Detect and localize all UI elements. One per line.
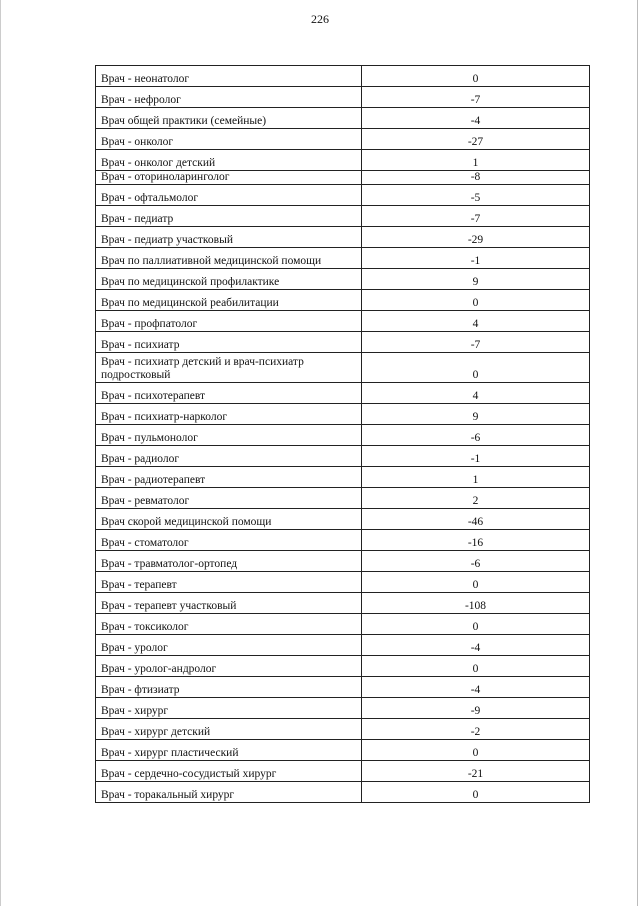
value-cell: -29 <box>362 227 590 248</box>
value-cell: -4 <box>362 635 590 656</box>
table-row <box>96 572 590 593</box>
value-cell: -4 <box>362 108 590 129</box>
specialty-cell: Врач - терапевт <box>96 572 362 593</box>
value-cell: -5 <box>362 185 590 206</box>
value-cell: 0 <box>362 353 590 383</box>
value-cell: -1 <box>362 248 590 269</box>
table-row <box>96 656 590 677</box>
value-cell: 1 <box>362 150 590 171</box>
value-cell: -6 <box>362 551 590 572</box>
specialty-cell: Врач - токсиколог <box>96 614 362 635</box>
specialty-cell: Врач - хирург пластический <box>96 740 362 761</box>
table-row <box>96 425 590 446</box>
specialty-cell: Врач - стоматолог <box>96 530 362 551</box>
table-row <box>96 66 590 87</box>
specialty-cell: Врач - сердечно-сосудистый хирург <box>96 761 362 782</box>
table-row <box>96 332 590 353</box>
value-cell: -108 <box>362 593 590 614</box>
table-row <box>96 150 590 171</box>
value-cell: -7 <box>362 332 590 353</box>
specialty-cell: Врач - нефролог <box>96 87 362 108</box>
scan-left-edge <box>0 0 1 906</box>
value-cell: 0 <box>362 572 590 593</box>
specialty-cell: Врач - педиатр участковый <box>96 227 362 248</box>
table-row <box>96 383 590 404</box>
page-number: 226 <box>311 12 329 26</box>
value-cell: 0 <box>362 614 590 635</box>
value-cell: 9 <box>362 269 590 290</box>
specialty-cell: Врач - фтизиатр <box>96 677 362 698</box>
table-row <box>96 248 590 269</box>
table-row <box>96 740 590 761</box>
specialty-cell: Врач скорой медицинской помощи <box>96 509 362 530</box>
specialty-cell: Врач - неонатолог <box>96 66 362 87</box>
specialty-cell: Врач - онколог <box>96 129 362 150</box>
specialty-cell: Врач - терапевт участковый <box>96 593 362 614</box>
specialty-cell: Врач - онколог детский <box>96 150 362 171</box>
value-cell: -9 <box>362 698 590 719</box>
table-body <box>96 66 590 803</box>
specialty-cell: Врач по медицинской профилактике <box>96 269 362 290</box>
value-cell: 0 <box>362 66 590 87</box>
specialty-cell: Врач - уролог-андролог <box>96 656 362 677</box>
table-row <box>96 185 590 206</box>
table-row <box>96 614 590 635</box>
specialty-table <box>95 65 590 803</box>
scan-right-edge <box>637 0 638 906</box>
value-cell: -27 <box>362 129 590 150</box>
table-row <box>96 635 590 656</box>
value-cell: -1 <box>362 446 590 467</box>
table-row <box>96 593 590 614</box>
specialty-cell: Врач - психиатр детский и врач-психиатр подростковый <box>96 353 362 383</box>
specialty-cell: Врач - травматолог-ортопед <box>96 551 362 572</box>
specialty-cell: Врач - педиатр <box>96 206 362 227</box>
table-row <box>96 227 590 248</box>
table-row <box>96 467 590 488</box>
specialty-cell: Врач - ревматолог <box>96 488 362 509</box>
table-row <box>96 530 590 551</box>
specialty-cell: Врач - психотерапевт <box>96 383 362 404</box>
specialty-cell: Врач - уролог <box>96 635 362 656</box>
specialty-cell: Врач - профпатолог <box>96 311 362 332</box>
specialty-cell: Врач - торакальный хирург <box>96 782 362 803</box>
value-cell: 4 <box>362 383 590 404</box>
value-cell: -7 <box>362 206 590 227</box>
table-row <box>96 719 590 740</box>
table-row <box>96 677 590 698</box>
specialty-cell: Врач - радиотерапевт <box>96 467 362 488</box>
specialty-cell: Врач - пульмонолог <box>96 425 362 446</box>
value-cell: 0 <box>362 290 590 311</box>
value-cell: -8 <box>362 171 590 185</box>
table-row <box>96 353 590 383</box>
value-cell: -46 <box>362 509 590 530</box>
specialty-cell: Врач по паллиативной медицинской помощи <box>96 248 362 269</box>
specialty-cell: Врач - офтальмолог <box>96 185 362 206</box>
value-cell: -16 <box>362 530 590 551</box>
table-row <box>96 446 590 467</box>
specialty-cell: Врач - оториноларинголог <box>96 171 362 185</box>
specialty-cell: Врач по медицинской реабилитации <box>96 290 362 311</box>
table-row <box>96 404 590 425</box>
value-cell: -21 <box>362 761 590 782</box>
specialty-cell: Врач - хирург детский <box>96 719 362 740</box>
table-row <box>96 129 590 150</box>
table-row <box>96 206 590 227</box>
value-cell: -7 <box>362 87 590 108</box>
table-row <box>96 87 590 108</box>
specialty-cell: Врач - психиатр-нарколог <box>96 404 362 425</box>
table-row <box>96 782 590 803</box>
value-cell: -2 <box>362 719 590 740</box>
table-row <box>96 290 590 311</box>
table-row <box>96 509 590 530</box>
value-cell: -6 <box>362 425 590 446</box>
table-row <box>96 551 590 572</box>
value-cell: 1 <box>362 467 590 488</box>
value-cell: -4 <box>362 677 590 698</box>
value-cell: 0 <box>362 656 590 677</box>
table-row <box>96 108 590 129</box>
table-row <box>96 761 590 782</box>
specialty-cell: Врач - хирург <box>96 698 362 719</box>
value-cell: 0 <box>362 740 590 761</box>
table-row <box>96 171 590 185</box>
specialty-cell: Врач - психиатр <box>96 332 362 353</box>
specialty-cell: Врач общей практики (семейные) <box>96 108 362 129</box>
value-cell: 0 <box>362 782 590 803</box>
value-cell: 2 <box>362 488 590 509</box>
value-cell: 9 <box>362 404 590 425</box>
table-row <box>96 698 590 719</box>
table-row <box>96 269 590 290</box>
specialty-cell: Врач - радиолог <box>96 446 362 467</box>
table-row <box>96 488 590 509</box>
value-cell: 4 <box>362 311 590 332</box>
table-row <box>96 311 590 332</box>
